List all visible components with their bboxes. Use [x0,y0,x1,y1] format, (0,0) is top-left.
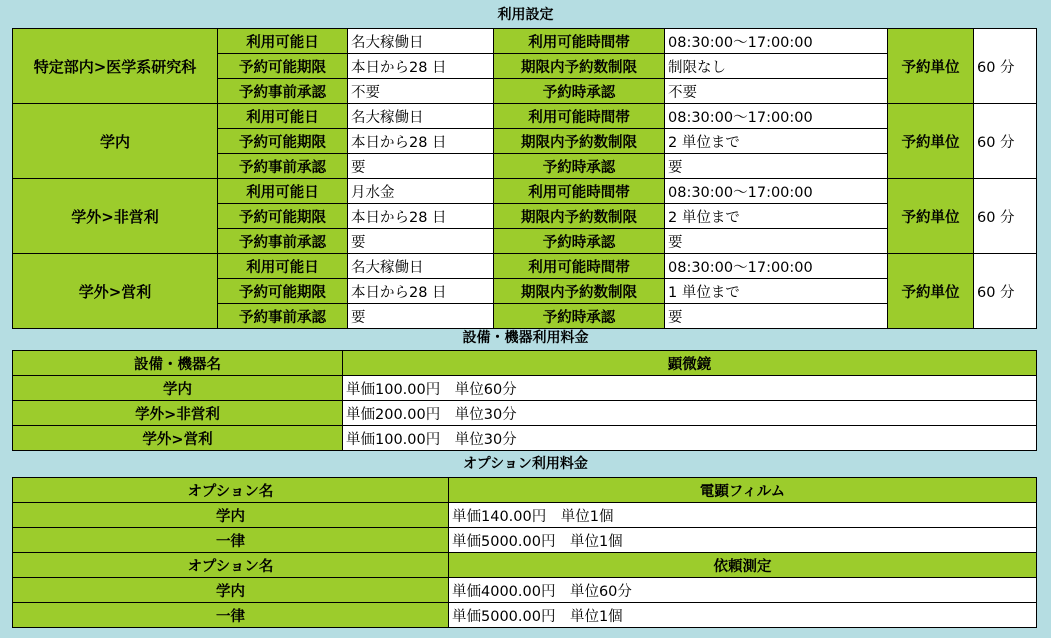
group-name: 学内 [13,104,218,179]
group-name: 学外>非営利 [13,179,218,254]
booking-period-value: 本日から28 日 [348,204,494,229]
equipment-name-value: 顕微鏡 [343,351,1037,376]
equipment-fees-title: 設備・機器利用料金 [462,330,589,346]
booking-period-label: 予約可能期限 [218,54,348,79]
unit-label: 予約単位 [888,104,974,179]
table-row [13,401,1037,426]
available-time-label: 利用可能時間帯 [494,254,665,279]
available-day-value: 名大稼働日 [348,29,494,54]
option-name-header: オプション名 [13,478,449,503]
fee-category-label: 学外>非営利 [13,401,343,426]
available-day-value: 月水金 [348,179,494,204]
booking-limit-value: 2 単位まで [665,204,888,229]
available-day-label: 利用可能日 [218,179,348,204]
pre-approval-value: 要 [348,154,494,179]
booking-period-value: 本日から28 日 [348,279,494,304]
fee-category-label: 学内 [13,376,343,401]
table-row [13,426,1037,451]
booking-period-label: 予約可能期限 [218,204,348,229]
available-time-label: 利用可能時間帯 [494,179,665,204]
booking-limit-label: 期限内予約数制限 [494,54,665,79]
time-approval-value: 不要 [665,79,888,104]
group-name: 特定部内>医学系研究科 [13,29,218,104]
table-row [13,503,1037,528]
usage-settings-table [12,28,1037,329]
fee-value: 単価100.00円 単位30分 [343,426,1037,451]
booking-period-label: 予約可能期限 [218,279,348,304]
option-header-row [13,553,1037,578]
fee-category-label: 学内 [13,503,449,528]
fee-value: 単価200.00円 単位30分 [343,401,1037,426]
time-approval-label: 予約時承認 [494,79,665,104]
time-approval-label: 予約時承認 [494,154,665,179]
table-row [13,179,1037,204]
available-time-label: 利用可能時間帯 [494,104,665,129]
pre-approval-label: 予約事前承認 [218,154,348,179]
pre-approval-value: 不要 [348,79,494,104]
equipment-fees-table [12,350,1037,451]
option-header-row [13,478,1037,503]
booking-limit-value: 制限なし [665,54,888,79]
table-row [13,376,1037,401]
unit-value: 60 分 [974,104,1037,179]
available-time-label: 利用可能時間帯 [494,29,665,54]
available-day-value: 名大稼働日 [348,254,494,279]
unit-value: 60 分 [974,179,1037,254]
fee-value: 単価100.00円 単位60分 [343,376,1037,401]
time-approval-value: 要 [665,229,888,254]
option-fees-title: オプション利用料金 [463,456,588,472]
fee-value: 単価140.00円 単位1個 [449,503,1037,528]
fee-value: 単価5000.00円 単位1個 [449,603,1037,628]
fee-category-label: 学外>営利 [13,426,343,451]
option-name-value: 電顕フィルム [449,478,1037,503]
option-name-value: 依頼測定 [449,553,1037,578]
fee-category-label: 学内 [13,578,449,603]
booking-limit-label: 期限内予約数制限 [494,279,665,304]
pre-approval-label: 予約事前承認 [218,304,348,329]
time-approval-value: 要 [665,304,888,329]
equipment-name-header: 設備・機器名 [13,351,343,376]
group-name: 学外>営利 [13,254,218,329]
unit-label: 予約単位 [888,179,974,254]
fee-category-label: 一律 [13,528,449,553]
usage-settings-title: 利用設定 [497,7,554,23]
table-row [13,29,1037,54]
fee-category-label: 一律 [13,603,449,628]
available-time-value: 08:30:00〜17:00:00 [665,104,888,129]
booking-limit-value: 2 単位まで [665,129,888,154]
available-time-value: 08:30:00〜17:00:00 [665,29,888,54]
table-row [13,603,1037,628]
pre-approval-value: 要 [348,304,494,329]
table-row [13,254,1037,279]
unit-value: 60 分 [974,254,1037,329]
time-approval-label: 予約時承認 [494,304,665,329]
booking-limit-value: 1 単位まで [665,279,888,304]
pre-approval-label: 予約事前承認 [218,229,348,254]
table-row [13,528,1037,553]
available-day-value: 名大稼働日 [348,104,494,129]
available-day-label: 利用可能日 [218,254,348,279]
available-day-label: 利用可能日 [218,104,348,129]
pre-approval-value: 要 [348,229,494,254]
booking-period-value: 本日から28 日 [348,54,494,79]
unit-value: 60 分 [974,29,1037,104]
fee-value: 単価5000.00円 単位1個 [449,528,1037,553]
available-time-value: 08:30:00〜17:00:00 [665,179,888,204]
option-name-header: オプション名 [13,553,449,578]
table-row [13,578,1037,603]
time-approval-label: 予約時承認 [494,229,665,254]
option-fees-table [12,477,1037,628]
table-row [13,104,1037,129]
equipment-header-row [13,351,1037,376]
booking-period-label: 予約可能期限 [218,129,348,154]
available-day-label: 利用可能日 [218,29,348,54]
booking-limit-label: 期限内予約数制限 [494,129,665,154]
booking-period-value: 本日から28 日 [348,129,494,154]
unit-label: 予約単位 [888,254,974,329]
pre-approval-label: 予約事前承認 [218,79,348,104]
time-approval-value: 要 [665,154,888,179]
unit-label: 予約単位 [888,29,974,104]
available-time-value: 08:30:00〜17:00:00 [665,254,888,279]
fee-value: 単価4000.00円 単位60分 [449,578,1037,603]
booking-limit-label: 期限内予約数制限 [494,204,665,229]
